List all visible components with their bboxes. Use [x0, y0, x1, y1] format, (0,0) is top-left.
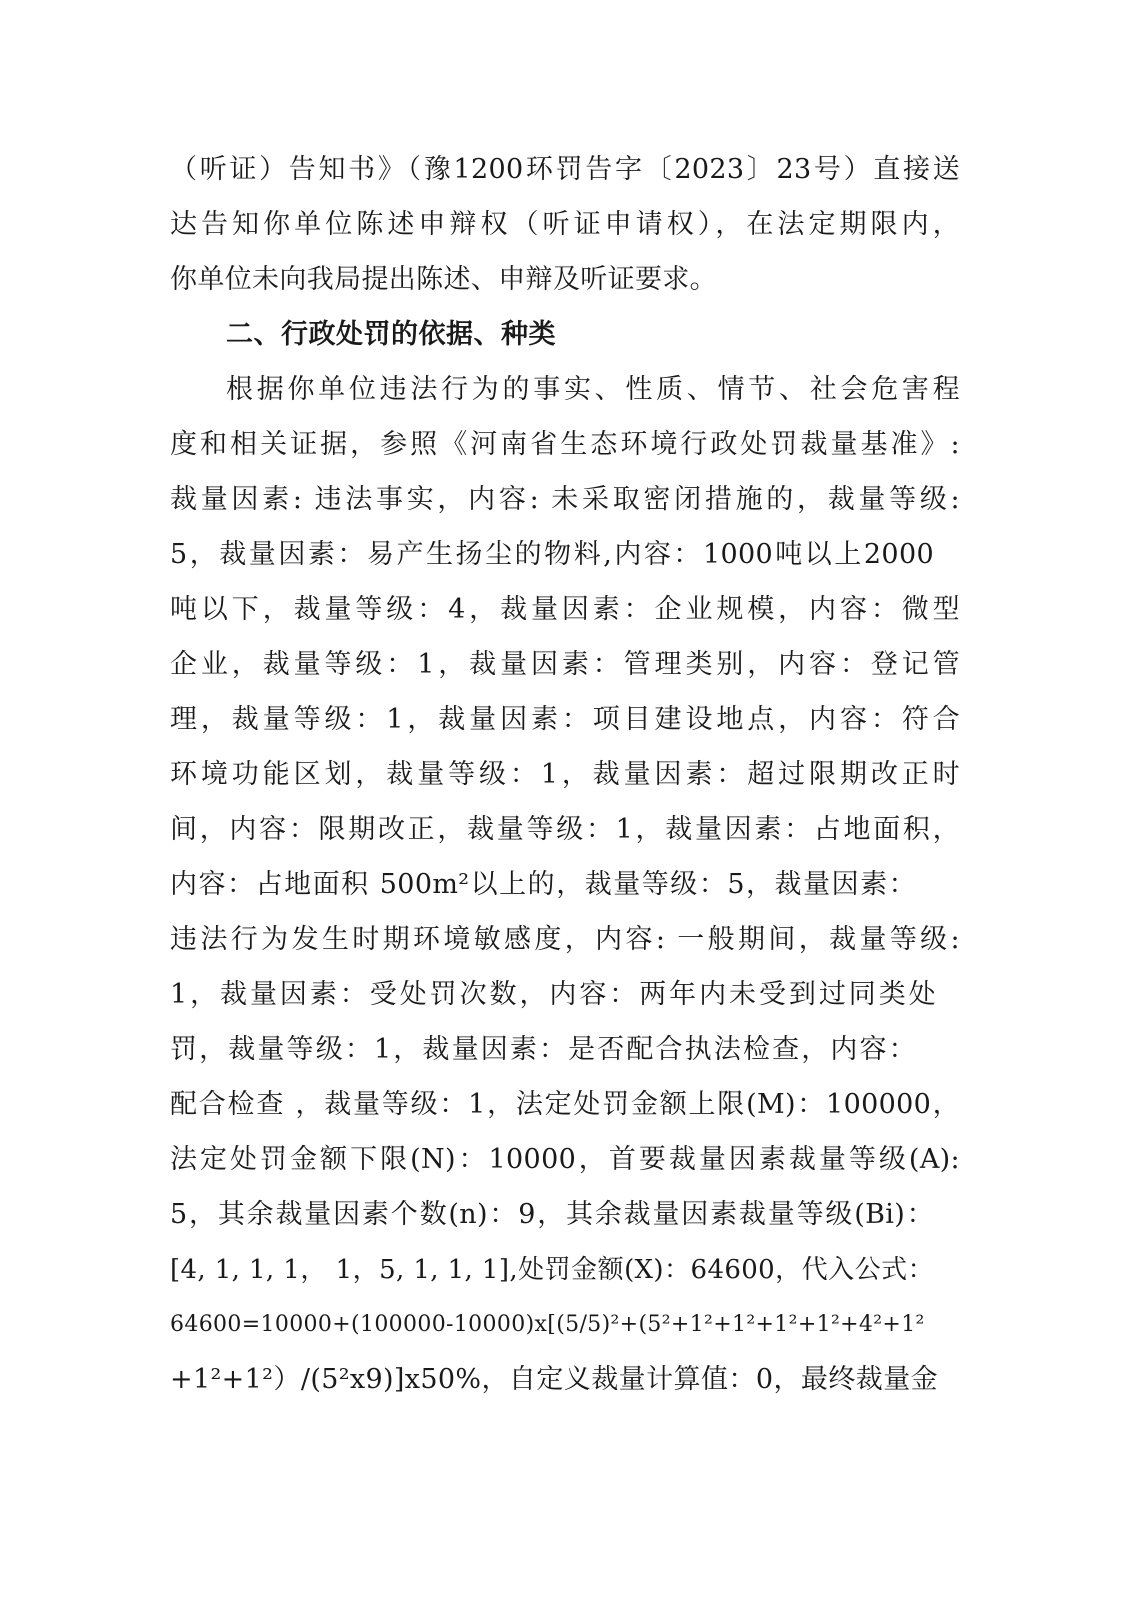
text-line: 达告知你单位陈述申辩权（听证申请权），在法定期限内，: [170, 209, 960, 240]
section-heading: 二、行政处罚的依据、种类: [226, 319, 556, 350]
text-line: 你单位未向我局提出陈述、申辩及听证要求。: [170, 264, 717, 295]
text-line: 内容：占地面积 500m²以上的，裁量等级：5，裁量因素：: [170, 869, 916, 900]
text-line: 法定处罚金额下限(N)：10000，首要裁量因素裁量等级(A):: [170, 1144, 960, 1175]
text-line: 间，内容：限期改正，裁量等级：1，裁量因素：占地面积，: [170, 814, 960, 845]
text-line: 吨以下，裁量等级：4，裁量因素：企业规模，内容：微型: [170, 594, 960, 625]
text-line: 度和相关证据，参照《河南省生态环境行政处罚裁量基准》:: [170, 429, 960, 460]
formula-line: +1²+1²）/(5²x9)]x50%，自定义裁量计算值：0，最终裁量金: [170, 1364, 938, 1395]
text-line: 裁量因素: 违法事实，内容: 未采取密闭措施的，裁量等级:: [170, 484, 960, 515]
text-line: 1，裁量因素：受处罚次数，内容：两年内未受到过同类处: [170, 979, 936, 1010]
text-line: 5，裁量因素：易产生扬尘的物料,内容：1000吨以上2000: [170, 539, 934, 570]
text-line: 罚，裁量等级：1，裁量因素：是否配合执法检查，内容：: [170, 1034, 916, 1065]
text-line: 违法行为发生时期环境敏感度，内容: 一般期间，裁量等级:: [170, 924, 960, 955]
text-line: 配合检查 ，裁量等级：1，法定处罚金额上限(M)：100000，: [170, 1089, 960, 1120]
text-line: 环境功能区划，裁量等级：1，裁量因素：超过限期改正时: [170, 759, 960, 790]
text-line: 5，其余裁量因素个数(n)：9，其余裁量因素裁量等级(Bi)：: [170, 1199, 934, 1230]
text-line: [4, 1, 1, 1， 1，5, 1, 1, 1],处罚金额(X)：64600，代入公式：: [170, 1255, 934, 1285]
text-line: （听证）告知书》（豫1200环罚告字〔2023〕23号）直接送: [170, 154, 960, 185]
text-line: 企业，裁量等级：1，裁量因素：管理类别，内容：登记管: [170, 649, 960, 680]
formula-line: 64600=10000+(100000-10000)x[(5/5)²+(5²+1²+1²+1²+1²+4²+1²: [170, 1312, 925, 1337]
text-line: 根据你单位违法行为的事实、性质、情节、社会危害程: [226, 374, 960, 405]
text-line: 理，裁量等级：1，裁量因素：项目建设地点，内容：符合: [170, 704, 960, 735]
